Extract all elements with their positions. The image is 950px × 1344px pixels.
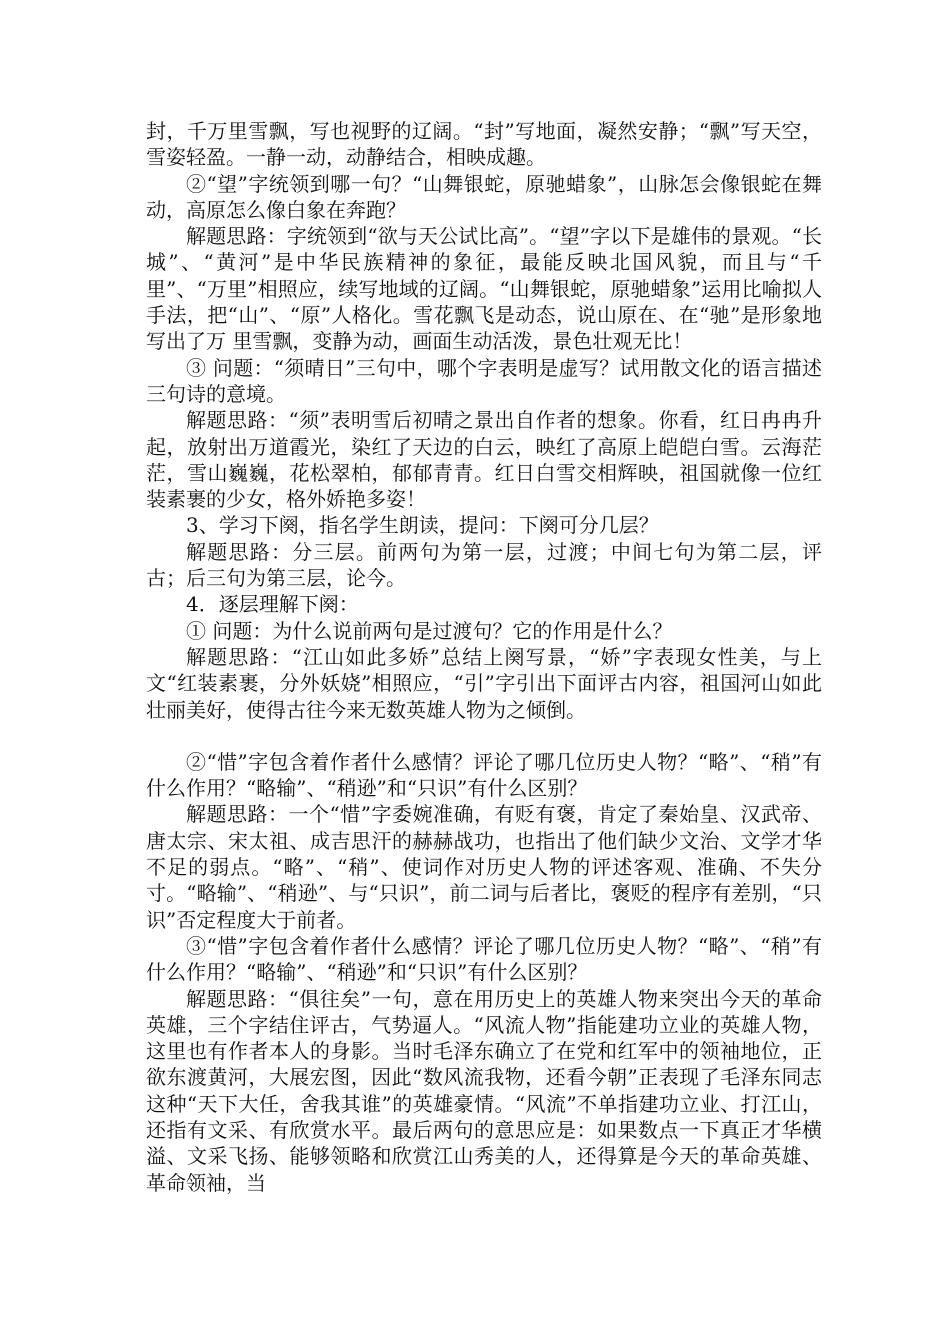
paragraph-6: 3、学习下阕，指名学生朗读，提问：下阕可分几层？ xyxy=(186,513,659,538)
paragraph-13: ③“惜”字包含着作者什么感情？评论了哪几位历史人物？“略”、“稍”有什么作用？“略输”、“稍逊”和“只识”有什么区别？ xyxy=(146,933,822,985)
paragraph-11: ②“惜”字包含着作者什么感情？评论了哪几位历史人物？“略”、“稍”有什么作用？“略输”、“稍逊”和“只识”有什么区别？ xyxy=(146,749,822,801)
document-page xyxy=(146,118,822,1196)
paragraph-1: 封，千万里雪飘，写也视野的辽阔。“封”写地面，凝然安静；“飘”写天空，雪姿轻盈。一静一动，动静结合，相映成趣。 xyxy=(146,119,822,170)
paragraph-12: 解题思路：一个“惜”字委婉准确，有贬有褒，肯定了秦始皇、汉武帝、唐太宗、宋太祖、成吉思汗的赫赫战功，也指出了他们缺少文治、文学才华不足的弱点。“略”、“稍”、使词作对历史人物的评述客观、准确、不失分寸。“略输”、“稍逊”、与“只识”，前二词与后者比，褒贬的程序有差别，“只识”否定程度大于前者。 xyxy=(146,802,822,932)
paragraph-8: 4．逐层理解下阕： xyxy=(186,592,359,617)
paragraph-7: 解题思路：分三层。前两句为第一层，过渡；中间七句为第二层，评古；后三句为第三层，论今。 xyxy=(146,539,822,591)
paragraph-9: ① 问题：为什么说前两句是过渡句？它的作用是什么？ xyxy=(186,618,673,643)
paragraph-3: 解题思路：字统领到“欲与天公试比高”。“望”字以下是雄伟的景观。“长城”、“黄河”是中华民族精神的象征，最能反映北国风貌，而且与“千里”、“万里”相照应，续写地域的辽阔。“山舞银蛇，原驰蜡象”运用比喻拟人手法，把“山”、“原”人格化。雪花飘飞是动态，说山原在、在“驰”是形象地写出了万 里雪飘，变静为动，画面生动活泼，景色壮观无比！ xyxy=(146,224,822,354)
paragraph-4: ③ 问题：“须晴日”三句中，哪个字表明是虚写？试用散文化的语言描述三句诗的意境。 xyxy=(146,355,822,406)
paragraph-2: ②“望”字统领到哪一句？“山舞银蛇，原驰蜡象”，山脉怎会像银蛇在舞动，高原怎么像白象在奔跑？ xyxy=(146,171,822,222)
paragraph-14: 解题思路：“俱往矣”一句，意在用历史上的英雄人物来突出今天的革命英雄，三个字结住评古，气势逼人。“风流人物”指能建功立业的英雄人物，这里也有作者本人的身影。当时毛泽东确立了在党和红军中的领袖地位，正欲东渡黄河，大展宏图，因此“数风流我物，还看今朝”正表现了毛泽东同志这种“天下大任，舍我其谁”的英雄豪情。“风流”不单指建功立业、打江山，还指有文采、有欣赏水平。最后两句的意思应是：如果数点一下真正才华横溢、文采飞扬、能够领略和欣赏江山秀美的人，还得算是今天的革命英雄、革命领袖，当 xyxy=(146,986,822,1195)
paragraph-10: 解题思路：“江山如此多娇”总结上阕写景，“娇”字表现女性美，与上文“红装素裹，分外妖娆”相照应，“引”字引出下面评古内容，祖国河山如此壮丽美好，使得古往今来无数英雄人物为之倾倒。 xyxy=(146,644,822,722)
paragraph-5: 解题思路：“须”表明雪后初晴之景出自作者的想象。你看，红日冉冉升起，放射出万道霞光，染红了天边的白云，映红了高原上皑皑白雪。云海茫茫，雪山巍巍，花松翠柏，郁郁青青。红日白雪交相辉映，祖国就像一位红装素裹的少女，格外娇艳多姿！ xyxy=(146,408,822,512)
